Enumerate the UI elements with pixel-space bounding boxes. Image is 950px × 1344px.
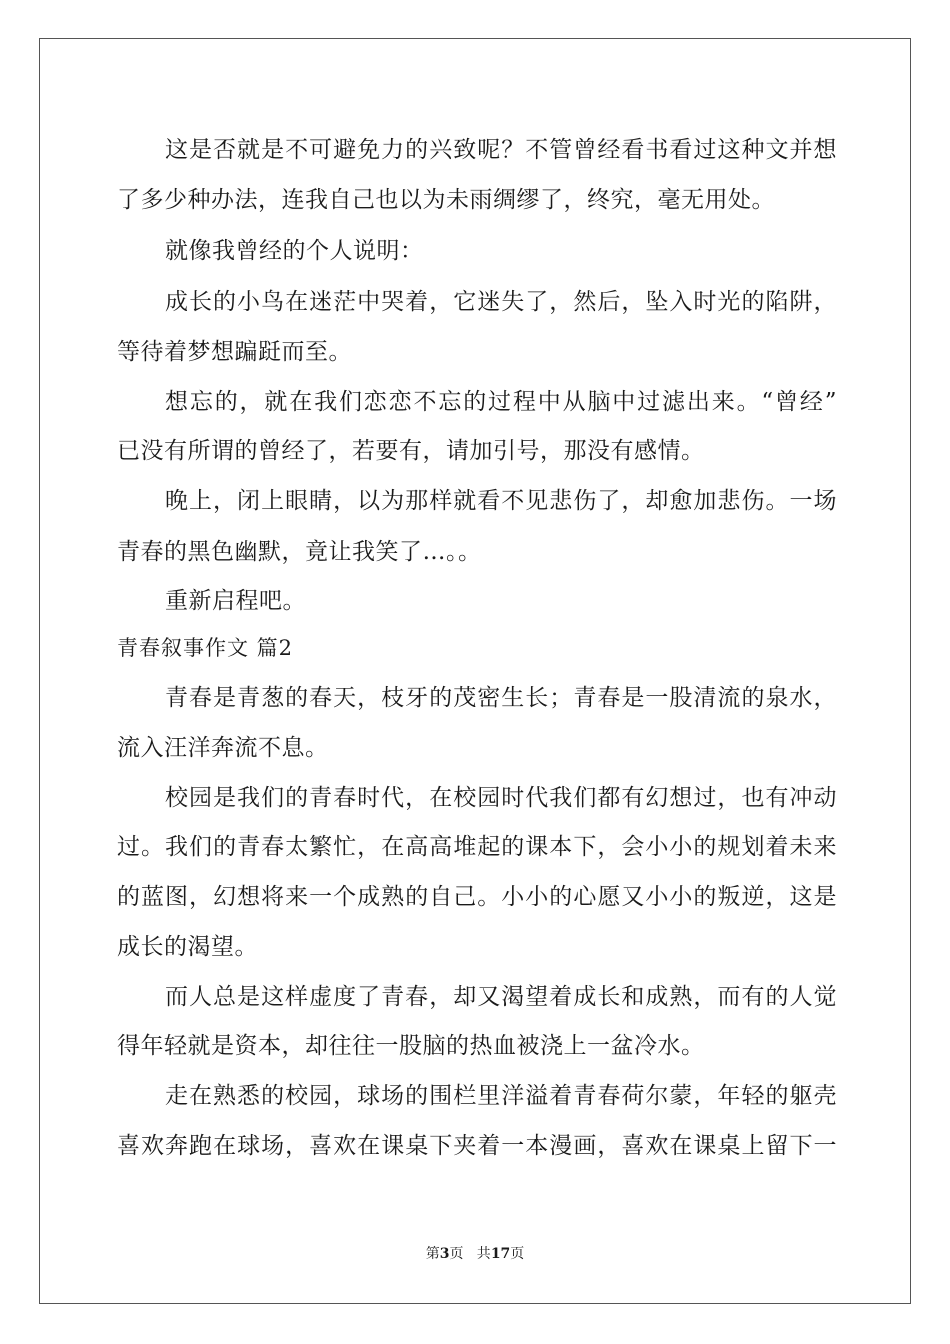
paragraph-line: 过。我们的青春太繁忙，在高高堆起的课本下，会小小的规划着未来 [117, 834, 837, 860]
paragraph-line: 青春是青葱的春天，枝牙的茂密生长；青春是一股清流的泉水， [165, 685, 837, 711]
paragraph-line: 的蓝图，幻想将来一个成熟的自己。小小的心愿又小小的叛逆，这是 [117, 884, 837, 910]
paragraph-line: 已没有所谓的曾经了，若要有，请加引号，那没有感情。 [117, 438, 705, 464]
paragraph-line: 成长的渴望。 [117, 934, 258, 960]
footer-suffix: 页 [510, 1246, 525, 1262]
paragraph-line: 流入汪洋奔流不息。 [117, 735, 329, 761]
page-number-footer [0, 1244, 950, 1264]
paragraph-line: 而人总是这样虚度了青春，却又渴望着成长和成熟，而有的人觉 [165, 984, 837, 1010]
paragraph-line: 了多少种办法，连我自己也以为未雨绸缪了，终究，毫无用处。 [117, 187, 775, 213]
footer-total-pages: 17 [490, 1246, 511, 1262]
footer-prefix: 第 [425, 1246, 440, 1262]
paragraph-line: 想忘的，就在我们恋恋不忘的过程中从脑中过滤出来。“曾经” [165, 389, 837, 415]
footer-current-page: 3 [439, 1246, 450, 1262]
paragraph-line: 等待着梦想蹁跹而至。 [117, 339, 352, 365]
paragraph-line: 这是否就是不可避免力的兴致呢？不管曾经看书看过这种文并想 [165, 137, 837, 163]
paragraph-line: 青春的黑色幽默，竟让我笑了…。。 [117, 539, 482, 565]
paragraph-line: 走在熟悉的校园，球场的围栏里洋溢着青春荷尔蒙，年轻的躯壳 [165, 1083, 837, 1109]
paragraph-line: 就像我曾经的个人说明： [165, 238, 424, 264]
paragraph-line: 重新启程吧。 [165, 588, 306, 614]
footer-mid: 页 共 [449, 1246, 491, 1262]
page-border [39, 38, 911, 1304]
paragraph-line: 喜欢奔跑在球场，喜欢在课桌下夹着一本漫画，喜欢在课桌上留下一 [117, 1133, 837, 1159]
paragraph-line: 成长的小鸟在迷茫中哭着，它迷失了，然后，坠入时光的陷阱， [165, 289, 837, 315]
section-heading: 青春叙事作文 篇2 [117, 636, 294, 660]
paragraph-line: 得年轻就是资本，却往往一股脑的热血被浇上一盆冷水。 [117, 1033, 705, 1059]
paragraph-line: 晚上，闭上眼睛，以为那样就看不见悲伤了，却愈加悲伤。一场 [165, 488, 837, 514]
paragraph-line: 校园是我们的青春时代，在校园时代我们都有幻想过，也有冲动 [165, 785, 837, 811]
